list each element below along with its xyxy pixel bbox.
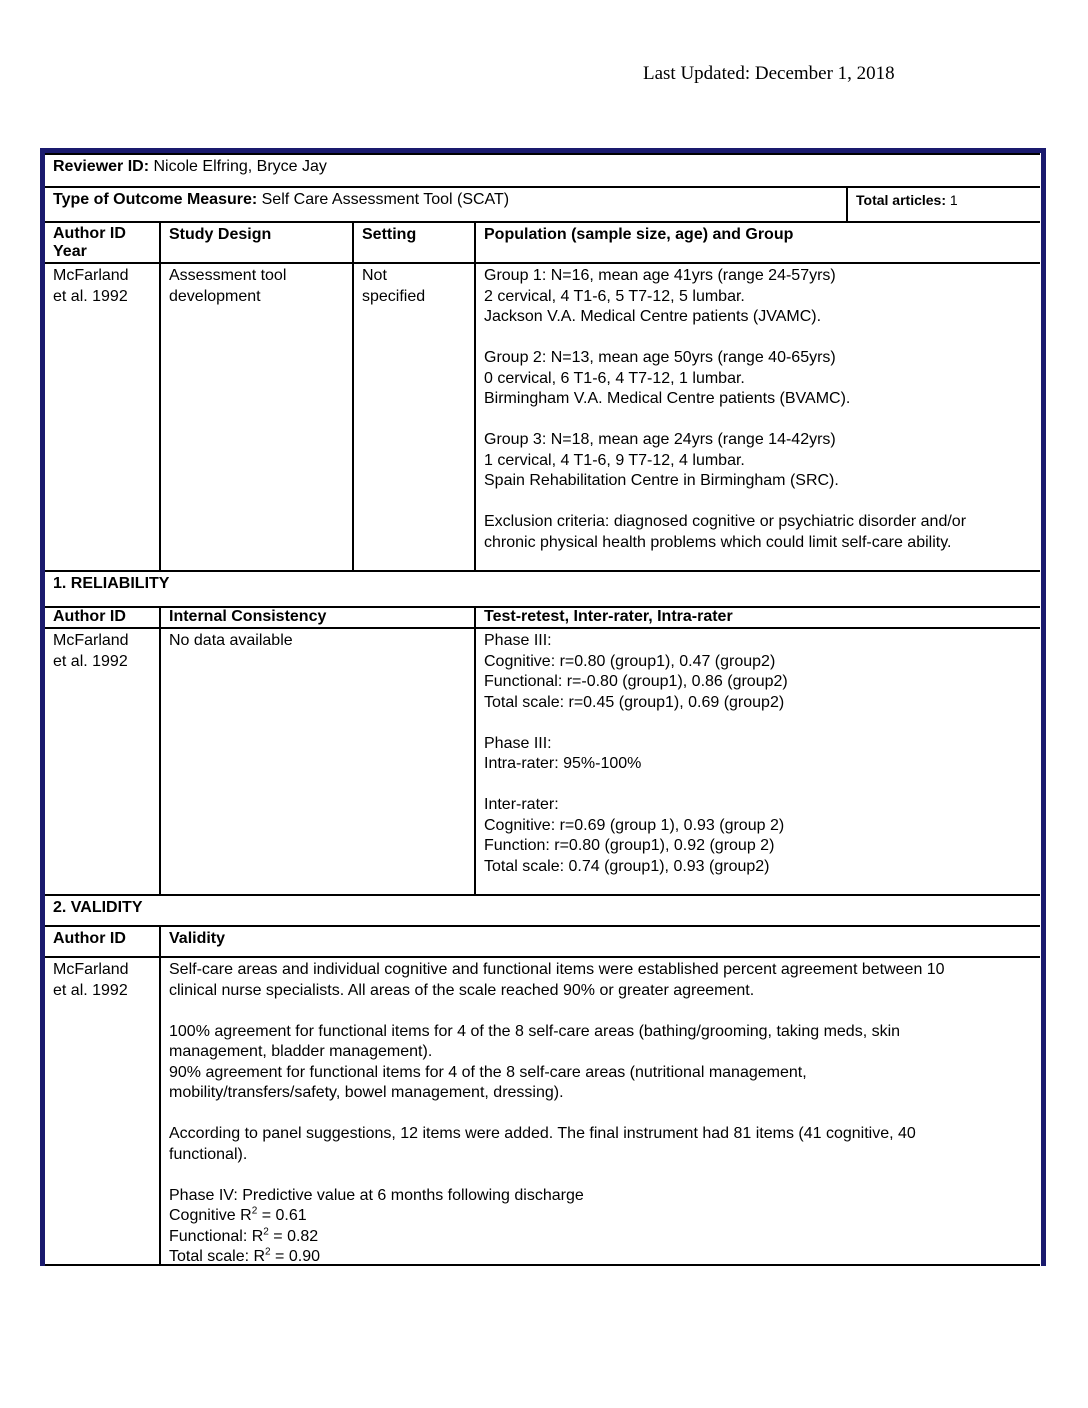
last-updated-date: Last Updated: December 1, 2018 <box>643 63 895 84</box>
header-author-year <box>45 223 159 262</box>
group-line: 0 cervical, 6 T1-6, 4 T7-12, 1 lumbar. <box>484 369 745 387</box>
group-line: Jackson V.A. Medical Centre patients (JVAMC). <box>484 308 822 325</box>
group-line: Birmingham V.A. Medical Centre patients (BVAMC). <box>484 390 851 407</box>
validity-line: Self-care areas and individual cognitive and functional items were established percent agreement between 10 <box>169 961 945 978</box>
validity-line: 100% agreement for functional items for 4 of the 8 self-care areas (bathing/grooming, taking meds, skin <box>169 1022 901 1040</box>
setting-line: Not <box>362 267 387 284</box>
reliability-line: Inter-rater: <box>484 796 559 813</box>
reliability-line: Functional: r=-0.80 (group1), 0.86 (group2) <box>484 673 788 690</box>
exclusion-line: Exclusion criteria: diagnosed cognitive or psychiatric disorder and/or <box>484 513 967 530</box>
outcome-measure-cell <box>45 188 846 221</box>
section-title-validity: 2. VALIDITY <box>53 899 143 916</box>
validity-line: According to panel suggestions, 12 items were added. The final instrument had 81 items (41 cognitive, 40 <box>169 1125 916 1142</box>
internal-consistency-cell: No data available <box>169 632 293 649</box>
reliability-line: Phase III: <box>484 734 552 752</box>
header-study-design: Study Design <box>169 226 272 243</box>
reliability-line: Cognitive: r=0.80 (group1), 0.47 (group2) <box>484 652 776 670</box>
validity-author-cell <box>45 958 159 1264</box>
population-cell <box>476 264 1040 570</box>
exclusion-line: chronic physical health problems which could limit self-care ability. <box>484 533 952 551</box>
r2-functional: Functional: $R^2 = 0.82$ <box>169 1226 319 1245</box>
validity-block <box>169 1022 1032 1104</box>
reliability-line: Function: r=0.80 (group1), 0.92 (group 2) <box>484 837 775 854</box>
validity-block <box>169 960 1032 1001</box>
reliability-author-cell <box>45 629 159 894</box>
design-line: development <box>169 287 261 305</box>
group-line: Group 3: N=18, mean age 24yrs (range 14-42yrs) <box>484 431 836 448</box>
phase-iv-block <box>169 1186 1032 1265</box>
reliability-block-phase-iii <box>484 631 1032 713</box>
group-3 <box>484 430 1032 492</box>
group-line: Group 2: N=13, mean age 50yrs (range 40-65yrs) <box>484 349 836 366</box>
header-author-id: Author ID <box>53 225 126 242</box>
reviewer-label: Reviewer ID: <box>53 158 150 175</box>
total-articles-cell <box>848 188 1040 221</box>
author-name: McFarland <box>53 267 129 284</box>
reliability-block-intra-rater <box>484 734 1032 775</box>
validity-line: management, bladder management). <box>169 1043 433 1060</box>
group-line: Group 1: N=16, mean age 41yrs (range 24-57yrs) <box>484 267 836 284</box>
author-name: McFarland <box>53 961 129 978</box>
exclusion-criteria <box>484 512 1032 553</box>
validity-header-author: Author ID <box>53 930 126 947</box>
r2-cognitive: Cognitive $R^2 = 0.61$ <box>169 1205 307 1224</box>
reliability-header-test-retest: Test-retest, Inter-rater, Intra-rater <box>484 608 733 625</box>
r2-total-scale: Total scale: $R^2 = 0.90$ <box>169 1246 320 1264</box>
author-year: et al. 1992 <box>53 652 128 670</box>
author-name: McFarland <box>53 632 129 649</box>
phase-iv-line: Phase IV: Predictive value at 6 months following discharge <box>169 1186 584 1204</box>
rule <box>45 1264 1040 1266</box>
reliability-line: Intra-rater: 95%-100% <box>484 755 642 772</box>
validity-block <box>169 1124 1032 1165</box>
validity-header: Validity <box>169 930 226 947</box>
total-articles-value: 1 <box>946 192 958 208</box>
header-population: Population (sample size, age) and Group <box>484 226 794 243</box>
reliability-line: Phase III: <box>484 632 552 649</box>
study-author-cell <box>45 264 159 570</box>
author-year: et al. 1992 <box>53 981 128 999</box>
validity-line: functional). <box>169 1145 248 1163</box>
total-articles-label: Total articles: <box>856 192 946 208</box>
author-year: et al. 1992 <box>53 287 128 305</box>
header-year: Year <box>53 243 87 260</box>
reliability-header-internal: Internal Consistency <box>169 608 327 625</box>
reliability-header-author: Author ID <box>53 608 126 625</box>
reviewer-row <box>45 155 1040 186</box>
outcome-measure-value: Self Care Assessment Tool (SCAT) <box>257 191 510 208</box>
outcome-measure-label: Type of Outcome Measure: <box>53 191 258 208</box>
reliability-line: Cognitive: r=0.69 (group 1), 0.93 (group 2) <box>484 816 785 834</box>
validity-cell <box>161 958 1040 1264</box>
test-retest-cell <box>476 629 1040 894</box>
header-setting: Setting <box>362 226 417 243</box>
reliability-line: Total scale: r=0.45 (group1), 0.69 (group2) <box>484 693 785 711</box>
section-title-reliability: 1. RELIABILITY <box>53 575 170 592</box>
validity-line: 90% agreement for functional items for 4 of the 8 self-care areas (nutritional management, <box>169 1063 807 1081</box>
validity-line: mobility/transfers/safety, bowel management, dressing). <box>169 1084 564 1101</box>
reliability-block-inter-rater <box>484 795 1032 877</box>
reliability-line: Total scale: 0.74 (group1), 0.93 (group2) <box>484 857 770 875</box>
setting-line: specified <box>362 287 426 305</box>
validity-line: clinical nurse specialists. All areas of the scale reached 90% or greater agreement. <box>169 981 755 999</box>
group-2 <box>484 348 1032 410</box>
setting-cell <box>354 264 474 570</box>
group-line: 2 cervical, 4 T1-6, 5 T7-12, 5 lumbar. <box>484 287 745 305</box>
group-1 <box>484 266 1032 328</box>
group-line: 1 cervical, 4 T1-6, 9 T7-12, 4 lumbar. <box>484 451 745 469</box>
reviewer-names: Nicole Elfring, Bryce Jay <box>149 158 327 175</box>
study-design-cell <box>161 264 352 570</box>
design-line: Assessment tool <box>169 267 287 284</box>
group-line: Spain Rehabilitation Centre in Birmingham (SRC). <box>484 472 839 489</box>
